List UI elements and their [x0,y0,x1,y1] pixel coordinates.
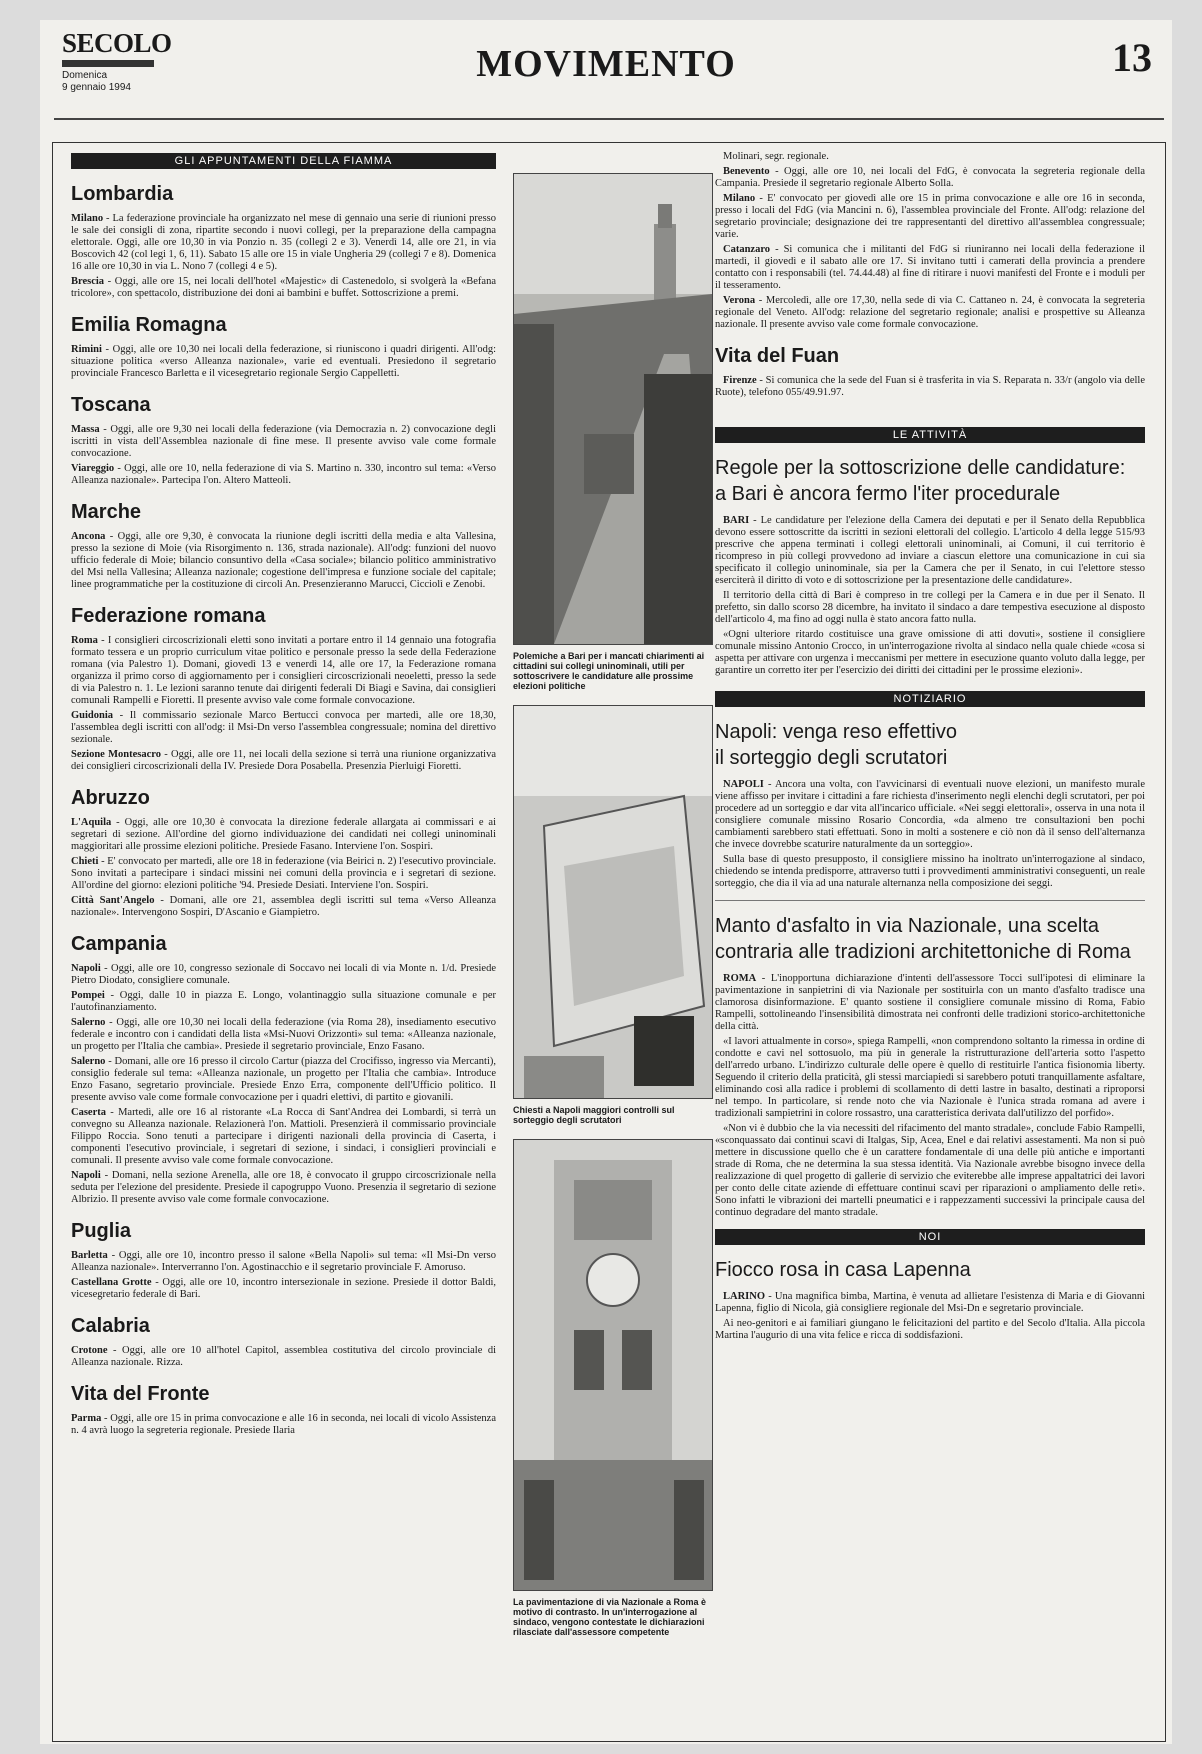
appointment-paragraph [71,1107,496,1167]
region-heading: Puglia [71,1220,132,1242]
para-lead: Benevento [723,166,770,177]
para-lead: Verona [723,295,756,306]
appointment-paragraph [71,213,496,273]
para-text: - I consiglieri circoscrizionali eletti sono invitati a portare entro il 14 gennaio una fotografia formato tessera e un proprio curriculum vitae politico e personale presso la sede della Federazione romana (via Palestro 1). Domani, giovedì 13 e venerdì 14, alle ore 17, la Federazione romana organizza il primo corso di aggiornamento per i consiglieri circoscrizionali neoeletti, presso la sede di via Palestro n. 1. Le lezioni saranno tenute dai dirigenti federali Di Biagi e Savina, dai consiglieri comunali Rampelli e Fioretti. Il presente avviso vale come formale convocazione. [71,635,496,706]
appointment-paragraph [71,1277,496,1301]
para-lead: Pompei [71,990,105,1001]
appointment-paragraph [71,990,496,1014]
attivita-banner: LE ATTIVITÀ [715,427,1145,443]
bari-street-image [514,174,712,644]
para-text: - Oggi, alle ore 10, incontro presso il salone «Bella Napoli» sul tema: «Il Msi-Dn verso Alleanza nazionale». Interverranno l'on. Agostinacchio e il segretario provinciale F. Amoruso. [71,1250,496,1273]
header-rule [54,118,1164,120]
appointment-paragraph [71,463,496,487]
issue-full-date: 9 gennaio 1994 [62,82,131,93]
para-lead: Barletta [71,1250,108,1261]
para-text: - Oggi, dalle 10 in piazza E. Longo, volantinaggio sulla situazione comunale e per l'autofinanziamento. [71,990,496,1013]
photo-ballot-box [513,705,713,1099]
appointment-paragraph [71,344,496,380]
para-lead: Città Sant'Angelo [71,895,155,906]
para-lead: ROMA [723,973,757,984]
para-text: - Domani, nella sezione Arenella, alle ore 18, è convocato il gruppo circoscrizionale nella seduta per l'elezione del presidente. Presiede il capogruppo Vuono. Presenzia il segretario di sezione Albrizio. Il presente avviso vale come formale convocazione. [71,1170,496,1205]
para-lead: Milano [723,193,756,204]
para-text: Ai neo-genitori e ai familiari giungano le felicitazioni del partito e del Secolo d'Italia. Alla piccola Martina l'augurio di una vita felice e ricca di soddisfazioni. [715,1318,1145,1341]
para-lead: Roma [71,635,98,646]
para-lead: Sezione Montesacro [71,749,161,760]
para-lead: Parma [71,1413,102,1424]
para-lead: Ancona [71,531,106,542]
fronte-continued [715,151,1145,331]
para-text: - Una magnifica bimba, Martina, è venuta ad allietare l'esistenza di Maria e di Giovanni Lapenna, figlio di Nicola, già consigliere regionale del Msi-Dn e segretario provinciale. [715,1291,1145,1314]
para-text: - Oggi, alle ore 10, congresso sezionale di Soccavo nei locali di via Monte n. 1/d. Presiede Pietro Diodato, consigliere comunale. [71,963,496,986]
appointments-banner: GLI APPUNTAMENTI DELLA FIAMMA [71,153,496,169]
region-heading: Federazione romana [71,605,266,627]
appointment-paragraph [71,424,496,460]
bari-paragraph [715,515,1145,587]
roma-building-image [514,1140,712,1590]
para-text: - Oggi, alle ore 10,30 nei locali della federazione, si riuniscono i quadri dirigenti. All'odg: situazione politica «verso Alleanza nazionale», varie ed eventuali. Presiedono il segretario provinciale Francesco Barletta e il vicesegretario regionale Sergio Cappelletti. [71,344,496,379]
fronte-paragraph [715,151,1145,163]
para-text: - L'inopportuna dichiarazione d'intenti dell'assessore Tocci sull'ipotesi di eliminare la pavimentazione in sanpietrini di via Nazionale per sostituirla con un manto d'asfalto tradisce una clamorosa disinformazione. E' quanto sostiene il consigliere comunale missino di Roma, Fabio Rampelli, sottolineando l'insensibilità dimostrata nei confronti delle tradizioni storico-architettoniche della città. [715,973,1145,1032]
region-heading: Vita del Fronte [71,1383,210,1405]
appointment-paragraph [71,531,496,591]
para-text: Il territorio della città di Bari è compreso in tre collegi per la Camera e in due per il Senato. Il prefetto, sin dallo scorso 28 dicembre, ha invitato il sindaco a dare tempestiva esecuzione al disposto dell'articolo 4, ma fino ad oggi nulla è stato ancora fatto nulla. [715,590,1145,625]
noi-headline: Fiocco rosa in casa Lapenna [715,1259,971,1281]
appointment-paragraph [71,1413,496,1437]
para-lead: Salerno [71,1056,106,1067]
para-lead: Massa [71,424,100,435]
article-divider [715,900,1145,901]
photo-bari-street [513,173,713,645]
napoli-paragraph [715,854,1145,890]
para-lead: Napoli [71,1170,101,1181]
region-heading: Toscana [71,394,151,416]
para-text: Molinari, segr. regionale. [723,151,829,162]
appointment-paragraph [71,817,496,853]
roma-paragraph [715,973,1145,1033]
ballot-box-image [514,706,712,1098]
para-text: - Martedì, alle ore 16 al ristorante «La Rocca di Sant'Andrea dei Lombardi, si terrà un convegno su Alleanza nazionale. Relazionerà l'on. Mattioli. Presenzierà il commissario provinciale Filippo Roccia. Sono tenuti a partecipare i dirigenti nazionali della provincia di Caserta, i componenti l'esecutivo provinciale, i segretari di sezione, i sindaci, i consiglieri provinciali e comunali. Il presente avviso vale come formale convocazione. [71,1107,496,1166]
para-text: - Domani, alle ore 16 presso il circolo Cartur (piazza del Crocifisso, ingresso via Mercanti), consiglio federale sul tema: «Alleanza nazionale, un progetto per l'Italia che cambia». Introduce Enzo Fasano, segretario provinciale. Presiede Enzo Erra, componente dell'Ufficio politico. Il presente avviso vale come formale convocazione per i quadri elettivi, di partito e giovanili. [71,1056,496,1103]
appointment-paragraph [71,635,496,707]
noi-article [715,1291,1145,1342]
para-text: «I lavori attualmente in corso», spiega Rampelli, «non comprendono soltanto la rimessa in ordine di condotte e cavi nel sottosuolo, ma più in generale la ristrutturazione dell'arteria sotto l'aspetto dell'arredo urbano. L'indirizzo culturale delle opere è quello di restituirle l'antica fisionomia liberty. Seguendo il criterio della praticità, gli stessi marciapiedi si sarebbero potuti tranquillamente asfaltare, eliminando così alla radice i problemi di scollamento di detti lastre in basalto, destinati a riproporsi nel tempo. In particolare, si rende noto che via Nazionale è l'unica strada romana ad avere i tradizionali sampietrini in colore rossastro, una caratteristica derivata dall'utilizzo del porfido». [715,1036,1145,1119]
appointment-paragraph [71,276,496,300]
para-text: «Ogni ulteriore ritardo costituisce una grave omissione di atti dovuti», sostiene il consigliere comunale missino Antonio Crocco, in un'interrogazione rivolta al sindaco nella quale chiede «cosa si aspetta per attivare con urgenza i meccanismi per mettere in esecuzione quanto voluto dalla legge, per garantire un corretto iter per l'esercizio dei diritti dei cittadini per le prossime elezioni». [715,629,1145,676]
para-lead: Milano [71,213,104,224]
para-text: «Non vi è dubbio che la via necessiti del rifacimento del manto stradale», conclude Fabio Rampelli, «sconquassato dai continui scavi di Italgas, Sip, Acea, Enel e dai relativi assestamenti. Ma non si può mettere in discussione quello che è un carattere fondamentale di una delle più antiche e importanti strade di Roma, che ne determina la sua stessa identità. Via Nazionale avrebbe bisogno invece della realizzazione di quel progetto di gallerie di servizio che eviterebbe alle imprese appaltatrici dei lavori per conto delle citate aziende di effettuare continui scavi per riparazioni o ampliamento delle reti». Sono infatti le vibrazioni dei martelli pneumatici e i rappezzamenti successivi la principale causa del continuo degradare del manto stradale. [715,1123,1145,1218]
para-text: - Oggi, alle ore 11, nei locali della sezione si terrà una riunione organizzativa dei consiglieri circoscrizionali della IV. Presiede Dora Posabella. Presenzia Pierluigi Fioretti. [71,749,496,772]
para-text: - Oggi, alle ore 10 all'hotel Capitol, assemblea costitutiva del circolo provinciale di Alleanza nazionale. Rizza. [71,1345,496,1368]
caption-napoli: Chiesti a Napoli maggiori controlli sul sorteggio degli scrutatori [513,1105,675,1125]
para-text: - La federazione provinciale ha organizzato nel mese di gennaio una serie di riunioni presso le sale dei consigli di zona, ripartite secondo i nuovi collegi, per la preparazione della campagna elettorale. Oggi, alle ore 10,30 in via Ponzio n. 35 (collegi 2 e 3). Venerdì 14, alle ore 21, in via Boscovich 42 (col legi 1, 6, 11). Sabato 15 alle ore 15 in viale Ungheria 29 (collegi 7 e 8). Domenica 16 alle ore 10,30 in via L. Nono 7 (collegi 4 e 5). [71,213,496,272]
roma-paragraph [715,1036,1145,1120]
para-text: - Oggi, alle ore 10,30 è convocata la direzione federale allargata ai commissari e ai segretari di sezione. All'ordine del giorno individuazione dei candidati nei collegi uninominali maggioritari alle prossime elezioni politiche. Presiede Fasano. Interviene l'on. Sospiri. [71,817,496,852]
caption-roma: La pavimentazione di via Nazionale a Roma è motivo di contrasto. In un'interrogazione al sindaco, vengono contestate le dichiarazioni rilasciate dall'assessore competente [513,1597,707,1637]
para-lead: NAPOLI [723,779,764,790]
roma-headline: Manto d'asfalto in via Nazionale, una scelta contraria alle tradizioni architettoniche di Roma [715,915,1131,963]
fronte-paragraph [715,295,1145,331]
para-lead: LARINO [723,1291,766,1302]
regions-list [71,181,496,1437]
para-lead: Chieti [71,856,99,867]
news-column [715,151,1145,1345]
napoli-paragraph [715,779,1145,851]
appointment-paragraph [71,710,496,746]
para-text: - Ancora una volta, con l'avvicinarsi di eventuali nuove elezioni, un manifesto murale viene affisso per invitare i cittadini a fare richiesta d'inserimento negli elenchi degli scrutatori, per poi procedere ad un sorteggio e dar vita all'incarico ufficiale. «Nei seggi elettorali», osserva in una nota il consigliere comunale missino Rosario Concordia, «da almeno tre consultazioni ben pochi cambiamenti sarebbero stati effettuati. Sono in molti a sostenere e ciò non dà il senso dell'alternanza che invece dovrebbe scaturire naturalmente da un sorteggio». [715,779,1145,850]
napoli-headline: Napoli: venga reso effettivo il sorteggio degli scrutatori [715,721,958,769]
para-text: - Oggi, alle ore 10, nella federazione di via S. Martino n. 330, incontro sul tema: «Verso Alleanza nazionale». Partecipa l'on. Altero Matteoli. [71,463,496,486]
appointment-paragraph [71,895,496,919]
roma-article [715,973,1145,1219]
roma-paragraph [715,1123,1145,1219]
para-lead: Catanzaro [723,244,771,255]
para-text: - Le candidature per l'elezione della Camera dei deputati e per il Senato della Repubblica devono essere sottoscritte da iscritti in sezioni elettorali del collegio. L'articolo 4 della legge 515/93 prescrive che appena terminati i collegi elettorali uninominali, ai Comuni, il cui territorio è ricompreso in più collegi provvedono ad inviare a ciascun elettore una comunicazione in cui sia specificato il collegio uninominale, sia per la Camera che per il Senato, in cui l'elettore stesso eserciterà il diritto di voto e di sottoscrizione per la presentazione delle candidature». [715,515,1145,586]
appointment-paragraph [71,1017,496,1053]
region-heading: Emilia Romagna [71,314,227,336]
region-heading: Marche [71,501,142,523]
photo-roma-building [513,1139,713,1591]
para-text: - Mercoledì, alle ore 17,30, nella sede di via C. Cattaneo n. 24, è convocata la segreteria regionale del Veneto. All'odg: relazione del segretario regionale; analisi e prospettive su Alleanza nazionale. Il presente avviso vale come formale convocazione. [715,295,1145,330]
appointment-paragraph [71,856,496,892]
para-text: - Oggi, alle ore 10,30 nei locali della federazione (via Roma 28), insediamento esecutivo federale e incontro con i candidati della lista «Msi-Nuovi Orizzonti» sul tema: «Alleanza nazionale, un progetto per l'Italia che cambia». Presiede il segretario provinciale, Enzo Fasano. [71,1017,496,1052]
noi-paragraph [715,1291,1145,1315]
para-text: - Oggi, alle ore 15 in prima convocazione e alle 16 in seconda, nei locali di vicolo Assistenza n. 4 avrà luogo la segreteria regionale. Presiede Ilaria [71,1413,496,1436]
para-lead: Castellana Grotte [71,1277,152,1288]
appointment-paragraph [71,963,496,987]
caption-bari: Polemiche a Bari per i mancati chiarimenti ai cittadini sui collegi uninominali, utili per sottoscrivere le candidature alle prossime elezioni politiche [513,651,705,691]
para-text: - Oggi, alle ore 9,30, è convocata la riunione degli iscritti della media e alta Vallesina, presso la sezione di Moie (via Risorgimento n. 136, strada nazionale). All'odg: funzioni del nuovo ufficio federale di Moie; bilancio consuntivo della «Casa sociale»; bilancio politico amministrativo del Msi nella Vallesina; Alleanza nazionale; cogestione dell'impresa e funzione sociale del capitale; linee programmatiche per la costituzione di circoli An. Presenzieranno Marucci, Cicciolì e Zenobi. [71,531,496,590]
noi-banner: NOI [715,1229,1145,1245]
para-text: - Si comunica che i militanti del FdG si riuniranno nei locali della federazione il martedì, il giovedì e il sabato alle ore 17. Si invitano tutti i camerati della provincia a prendere contatto con i responsabili (tel. 74.44.48) al fine di ritirare i nuovi manifesti del Fronte e i moduli per il tesseramento. [715,244,1145,291]
region-heading: Campania [71,933,167,955]
fronte-paragraph [715,166,1145,190]
para-text: Sulla base di questo presupposto, il consigliere missino ha inoltrato un'interrogazione al sindaco, chiedendo se intenda predisporre, attraverso tutti i provvedimenti amministrativi conseguenti, un reale sorteggio, che dia il via ad una naturale alternanza nella composizione dei seggi. [715,854,1145,889]
bari-paragraph [715,629,1145,677]
para-lead: Salerno [71,1017,106,1028]
fronte-paragraph [715,193,1145,241]
appointment-paragraph [71,749,496,773]
fuan-paragraph: Firenze - Si comunica che la sede del Fuan si è trasferita in via S. Reparata n. 33/r (angolo via delle Ruote), telefono 055/49.91.97. [715,375,1145,398]
fuan-title: Vita del Fuan [715,345,840,367]
para-lead: Napoli [71,963,101,974]
para-lead: Guidonia [71,710,114,721]
para-lead: Brescia [71,276,105,287]
para-lead: Caserta [71,1107,106,1118]
page-number: 13 [1112,35,1152,80]
notiziario-banner: NOTIZIARIO [715,691,1145,707]
para-text: - E' convocato per giovedì alle ore 15 in prima convocazione e alle ore 16 in seconda, presso i locali del FdG (via Mancini n. 6), l'assemblea provinciale del Fronte. All'odg: relazione del segretario provinciale; designazione dei tre rappresentanti del direttivo all'assemblea congressuale; varie. [715,193,1145,240]
bari-article [715,515,1145,677]
photo-column [513,173,711,1651]
para-text: - E' convocato per martedì, alle ore 18 in federazione (via Beirici n. 2) l'esecutivo provinciale. Sono invitati a partecipare i sindaci missini nei comuni della provincia e i segretari di sezione. All'ordine del giorno: elezioni politiche '94. Presiede Desiati. Interviene l'on. Sospiri. [71,856,496,891]
para-lead: Viareggio [71,463,115,474]
para-text: - Oggi, alle ore 10, incontro intersezionale in sezione. Presiede il dottor Baldi, vicesegretario federale di Bari. [71,1277,496,1300]
appointment-paragraph [71,1056,496,1104]
para-text: - Oggi, alle ore 15, nei locali dell'hotel «Majestic» di Castenedolo, si svolgerà la «Befana tricolore», con spettacolo, distribuzione dei doni ai bambini e buffet. Sottoscrizione a premi. [71,276,496,299]
para-lead: Crotone [71,1345,108,1356]
region-heading: Calabria [71,1315,150,1337]
issue-weekday: Domenica [62,70,108,81]
region-heading: Abruzzo [71,787,150,809]
appointment-paragraph [71,1170,496,1206]
newspaper-page [40,20,1172,1744]
para-lead: BARI [723,515,750,526]
appointments-column [71,153,496,1440]
newspaper-logo: SECOLO [62,28,172,58]
appointment-paragraph [71,1250,496,1274]
bari-paragraph [715,590,1145,626]
noi-paragraph [715,1318,1145,1342]
region-heading: Lombardia [71,183,174,205]
bari-headline: Regole per la sottoscrizione delle candidature: a Bari è ancora fermo l'iter procedurale [715,457,1126,505]
para-text: - Domani, alle ore 21, assemblea degli iscritti sul tema «Verso Alleanza nazionale». Intervengono Sospiri, D'Ascanio e Giampietro. [71,895,496,918]
fronte-paragraph [715,244,1145,292]
content-frame [52,142,1166,1742]
para-text: - Il commissario sezionale Marco Bertucci convoca per martedì, alle ore 18,30, l'assemblea degli iscritti con all'odg: il Msi-Dn verso l'assemblea congressuale; nomina del direttivo sezionale. [71,710,496,745]
para-lead: Rimini [71,344,102,355]
para-text: - Oggi, alle ore 10, nei locali del FdG, è convocata la segreteria regionale della Campania. Presiede il segretario regionale Alberto Solla. [715,166,1145,189]
section-title: MOVIMENTO [476,43,736,85]
para-lead: L'Aquila [71,817,112,828]
para-text: - Oggi, alle ore 9,30 nei locali della federazione (via Democrazia n. 2) convocazione degli iscritti in vista dell'Assemblea nazionale di fine mese. Il presente avviso vale come formale convocazione. [71,424,496,459]
appointment-paragraph [71,1345,496,1369]
napoli-article [715,779,1145,890]
